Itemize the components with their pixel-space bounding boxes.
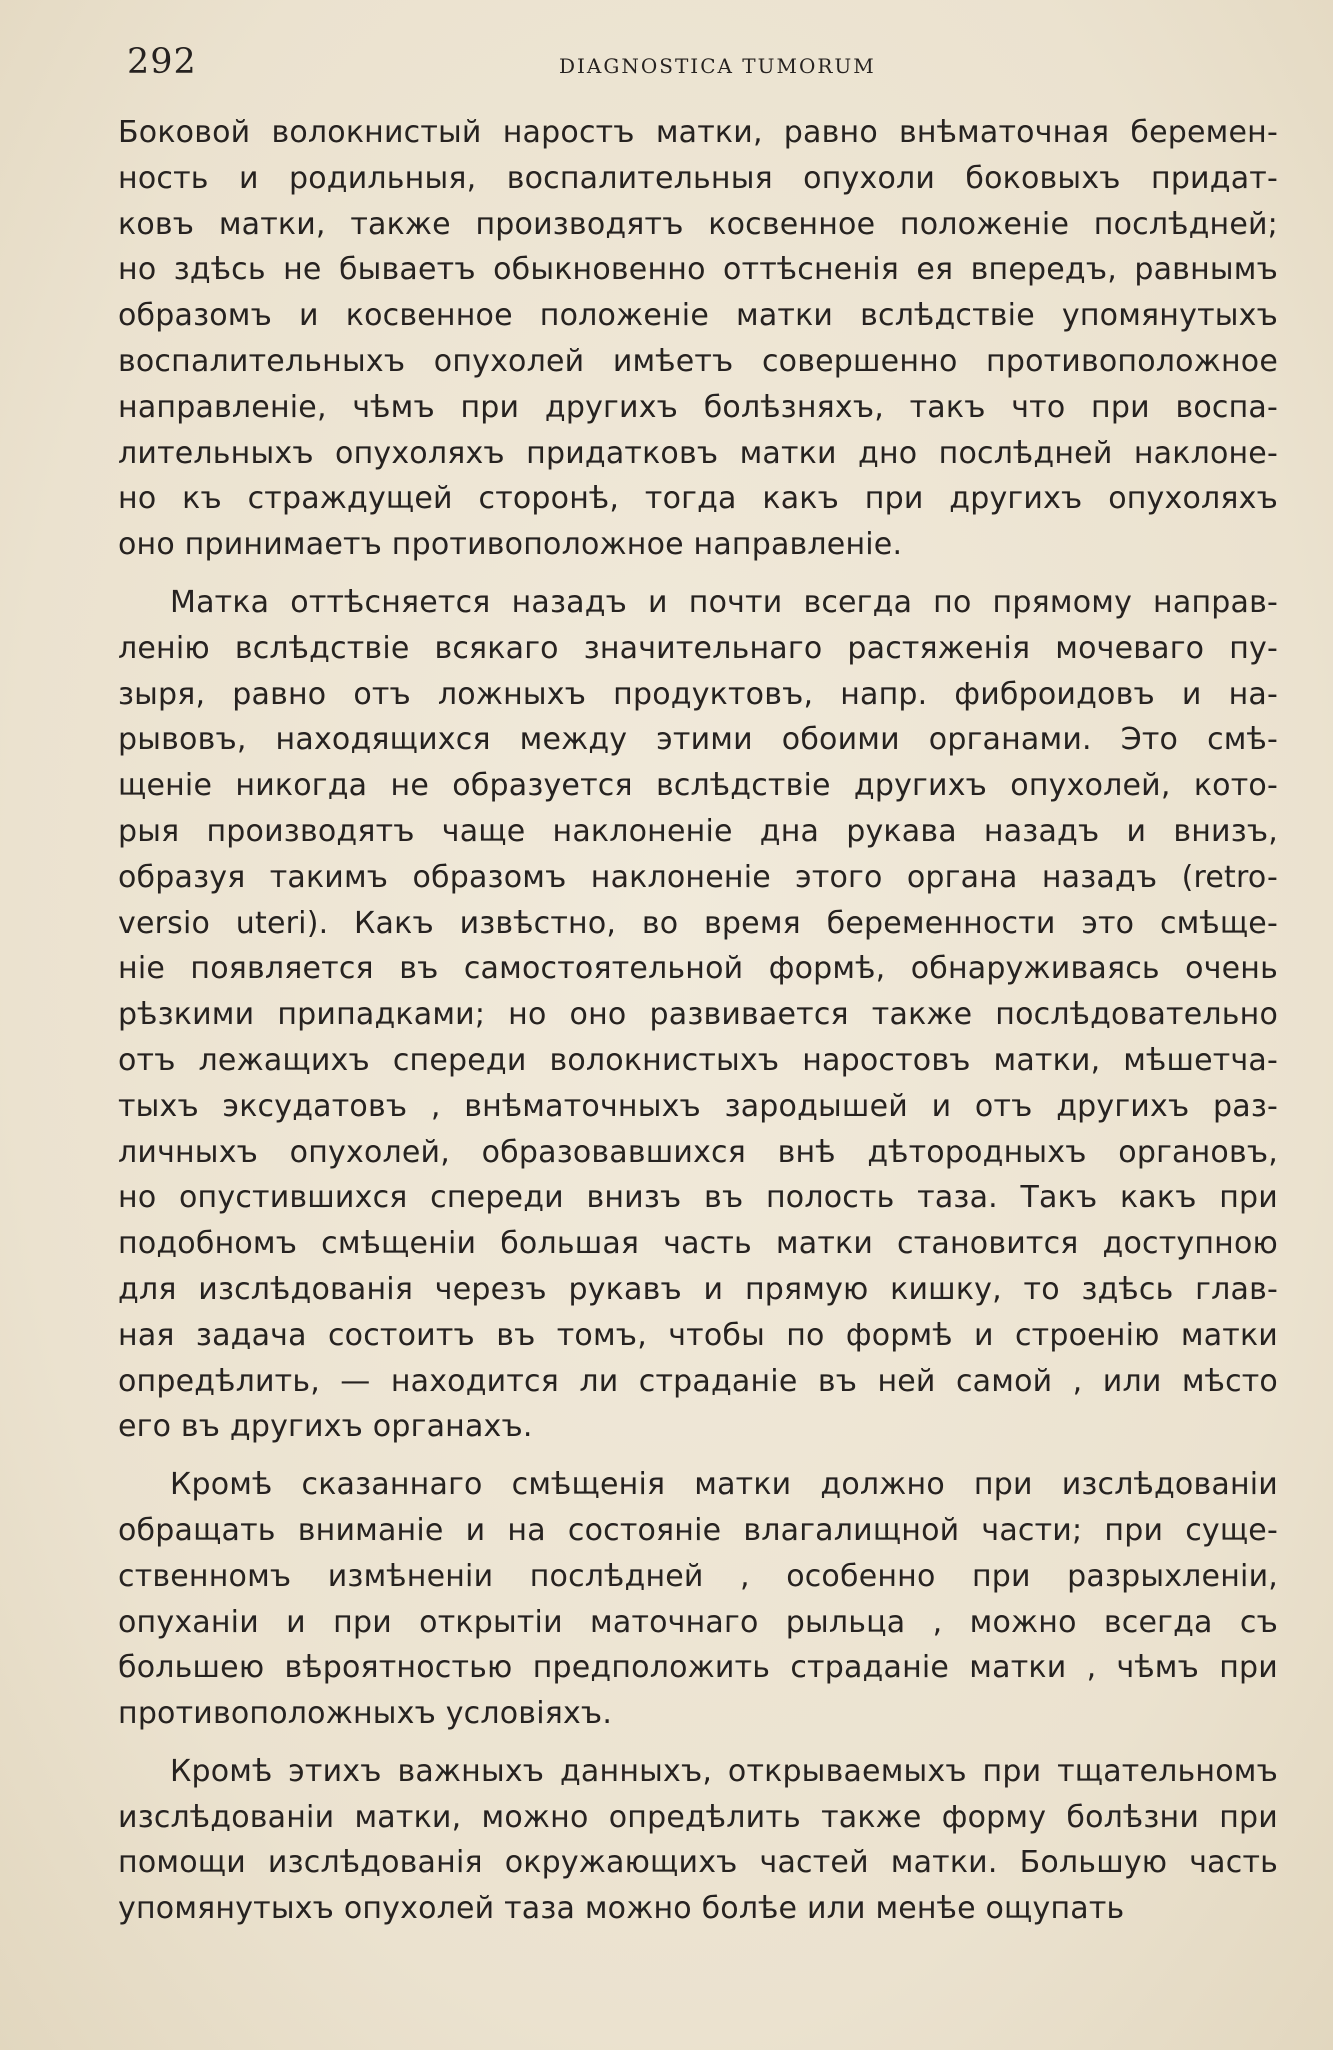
text-line: рывовъ, находящихся между этими обоими органами. Это смѣ- [118, 722, 1278, 758]
text-line: ленiю вслѣдствie всякаго значительнаго растяженiя мочеваго пу- [118, 630, 1278, 666]
text-line: но къ страждущей сторонѣ, тогда какъ при другихъ опухоляхъ [118, 481, 1278, 517]
text-line: versio uteri). Какъ извѣстно, во время беременности это смѣще- [118, 905, 1278, 941]
body-text [118, 110, 1278, 1932]
text-line: направленie, чѣмъ при другихъ болѣзняхъ, такъ что при воспа- [118, 389, 1278, 425]
text-line: для изслѣдованiя черезъ рукавъ и прямую кишку, то здѣсь глав- [118, 1271, 1278, 1307]
text-line: воспалительныхъ опухолей имѣетъ совершенно противоположное [118, 343, 1278, 379]
text-line: но здѣсь не бываетъ обыкновенно оттѣсненiя ея впередъ, равнымъ [118, 252, 1278, 288]
paragraph-gap [118, 568, 1278, 580]
text-line: тыхъ эксудатовъ , внѣматочныхъ зародышей и отъ другихъ раз- [118, 1088, 1278, 1124]
page-number: 292 [127, 42, 197, 82]
text-line: упомянутыхъ опухолей таза можно болѣе или менѣе ощупать [118, 1891, 1125, 1927]
text-line: образуя такимъ образомъ наклоненie этого органа назадъ (retro- [118, 859, 1278, 895]
text-line: его въ другихъ органахъ. [118, 1409, 533, 1445]
text-line: зыря, равно отъ ложныхъ продуктовъ, напр. фиброидовъ и на- [118, 676, 1278, 712]
text-line: Матка оттѣсняется назадъ и почти всегда по прямому направ- [170, 584, 1278, 620]
page-header [127, 42, 1273, 102]
text-line: большею вѣроятностью предположить страданie матки , чѣмъ при [118, 1650, 1278, 1686]
paragraph [118, 580, 1278, 1450]
text-line: подобномъ смѣщенiи большая часть матки становится доступною [118, 1226, 1278, 1262]
text-line: ность и родильныя, воспалительныя опухоли боковыхъ придат- [118, 160, 1278, 196]
paragraph [118, 1462, 1278, 1737]
text-line: опуханiи и при открытiи маточнаго рыльца , можно всегда съ [118, 1604, 1278, 1640]
paragraph-gap [118, 1450, 1278, 1462]
paragraph-gap [118, 1737, 1278, 1749]
text-line: оно принимаетъ противоположное направленie. [118, 527, 903, 563]
text-line: ственномъ измѣненiи послѣдней , особенно при разрыхленiи, [118, 1558, 1278, 1594]
text-line: обращать вниманie и на состоянie влагалищной части; при суще- [118, 1512, 1278, 1548]
text-line: Кромѣ этихъ важныхъ данныхъ, открываемыхъ при тщательномъ [170, 1753, 1278, 1789]
text-line: ная задача состоитъ въ томъ, чтобы по формѣ и строенiю матки [118, 1317, 1278, 1353]
text-line: Боковой волокнистый наростъ матки, равно внѣматочная беремен- [118, 115, 1278, 150]
text-line: помощи изслѣдованiя окружающихъ частей матки. Большую часть [118, 1845, 1278, 1881]
text-line: опредѣлить, — находится ли страданie въ ней самой , или мѣсто [118, 1363, 1278, 1399]
running-head: DIAGNOSTICA TUMORUM [559, 54, 876, 78]
text-line: отъ лежащихъ спереди волокнистыхъ наростовъ матки, мѣшетча- [118, 1042, 1278, 1078]
text-line: личныхъ опухолей, образовавшихся внѣ дѣтородныхъ органовъ, [118, 1134, 1278, 1170]
text-line: но опустившихся спереди внизъ въ полость таза. Такъ какъ при [118, 1180, 1278, 1216]
paragraph [118, 110, 1278, 568]
text-line: ковъ матки, также производятъ косвенное положенie послѣдней; [118, 206, 1278, 242]
text-line: щенie никогда не образуется вслѣдствie другихъ опухолей, кото- [118, 768, 1278, 804]
paragraph [118, 1749, 1278, 1932]
text-line: Кромѣ сказаннаго смѣщенiя матки должно при изслѣдованiи [170, 1467, 1278, 1503]
text-line: рыя производятъ чаще наклоненie дна рукава назадъ и внизъ, [118, 813, 1278, 849]
text-line: рѣзкими припадками; но оно развивается также послѣдовательно [118, 997, 1278, 1033]
text-line: противоположныхъ условiяхъ. [118, 1696, 613, 1732]
text-line: изслѣдованiи матки, можно опредѣлить также форму болѣзни при [118, 1799, 1278, 1835]
text-line: нie появляется въ самостоятельной формѣ, обнаруживаясь очень [118, 951, 1278, 987]
text-line: образомъ и косвенное положенie матки вслѣдствie упомянутыхъ [118, 298, 1278, 334]
text-line: лительныхъ опухоляхъ придатковъ матки дно послѣдней наклоне- [118, 435, 1278, 471]
